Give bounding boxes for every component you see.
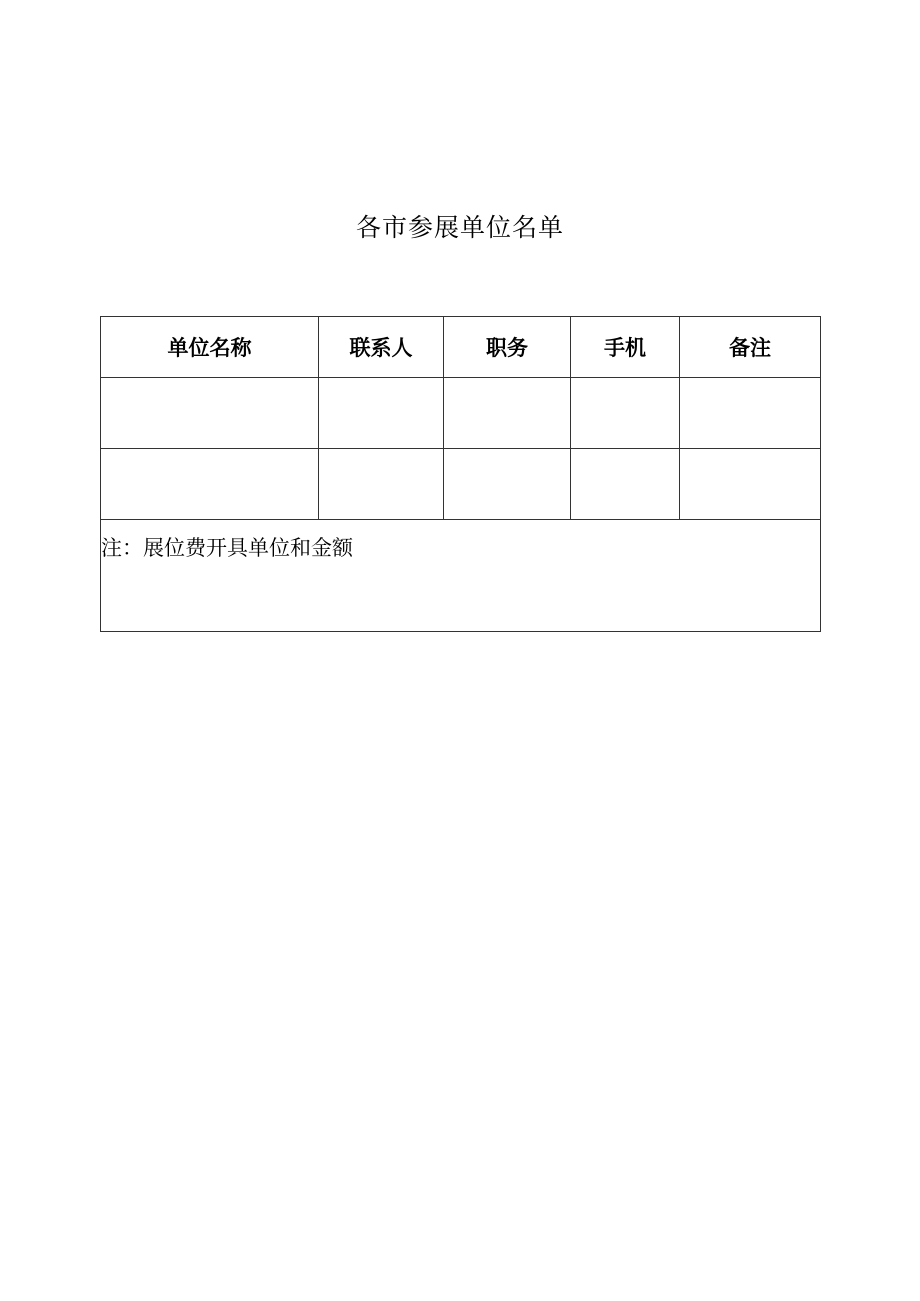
note-row: [101, 520, 821, 632]
table-cell[interactable]: [680, 449, 821, 520]
table-cell[interactable]: [444, 378, 571, 449]
table-cell[interactable]: [444, 449, 571, 520]
table-row: [101, 378, 821, 449]
table-cell[interactable]: [319, 449, 444, 520]
table-header-row: [101, 317, 821, 378]
table-row: [101, 449, 821, 520]
table-cell[interactable]: [319, 378, 444, 449]
table-cell[interactable]: [571, 449, 680, 520]
column-header-mobile: 手机: [571, 317, 680, 378]
table-cell[interactable]: [680, 378, 821, 449]
table-cell[interactable]: [101, 449, 319, 520]
note-text[interactable]: 注：展位费开具单位和金额: [101, 520, 821, 632]
table-cell[interactable]: [101, 378, 319, 449]
column-header-remarks: 备注: [680, 317, 821, 378]
column-header-contact: 联系人: [319, 317, 444, 378]
exhibitor-table: [100, 316, 821, 632]
table-cell[interactable]: [571, 378, 680, 449]
column-header-position: 职务: [444, 317, 571, 378]
page-title: 各市参展单位名单: [355, 213, 564, 242]
column-header-unit-name: 单位名称: [101, 317, 319, 378]
